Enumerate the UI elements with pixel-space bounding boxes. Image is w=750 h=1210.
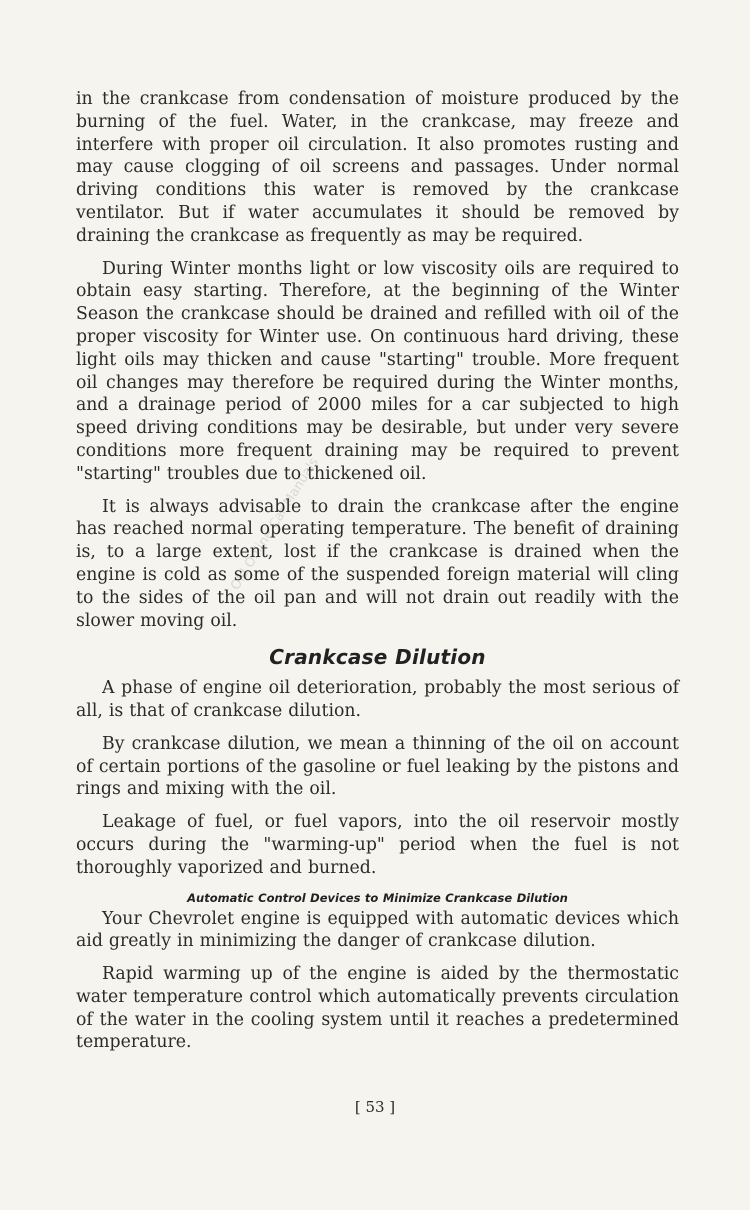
paragraph-winter-oils: During Winter months light or low viscosity oils are required to obtain easy starting. Therefore, at the beginning of the Winter Season the crankcase should be drained and refilled with oil of the proper viscosity for Winter use. On continuous hard driving, these light oils may thicken and cause "starting" trouble. More frequent oil changes may therefore be required during the Winter months, and a drainage period of 2000 miles for a car subjected to high speed driving conditions may be desirable, but under very severe conditions more frequent draining may be required to prevent "starting" troubles due to thickened oil.: [76, 258, 679, 484]
page-body: [76, 88, 679, 1064]
paragraph-drain-advice: It is always advisable to drain the crankcase after the engine has reached normal operating temperature. The benefit of draining is, to a large extent, lost if the crankcase is drained when the engine is cold as some of the suspended foreign material will cling to the sides of the oil pan and will not drain out readily with the slower moving oil.: [76, 496, 679, 631]
paragraph-thermostat: Rapid warming up of the engine is aided by the thermostatic water temperature control which automatically prevents circulation of the water in the cooling system until it reaches a predetermined temperature.: [76, 964, 679, 1053]
watermark: Old Online Car Manuals: [228, 455, 322, 593]
paragraph-automatic-devices: Your Chevrolet engine is equipped with automatic devices which aid greatly in minimizing the danger of crankcase dilution.: [76, 908, 679, 952]
subsection-heading: Automatic Control Devices to Minimize Crankcase Dilution: [187, 890, 568, 905]
paragraph-dilution-intro: A phase of engine oil deterioration, probably the most serious of all, is that of crankcase dilution.: [76, 678, 679, 721]
page-number: [ 53 ]: [354, 1098, 396, 1116]
paragraph-fuel-leakage: Leakage of fuel, or fuel vapors, into the oil reservoir mostly occurs during the "warming-up" period when the fuel is not thoroughly vaporized and burned.: [76, 812, 679, 878]
section-heading: Crankcase Dilution: [269, 645, 486, 670]
paragraph-water-condensation: in the crankcase from condensation of moisture produced by the burning of the fuel. Water, in the crankcase, may freeze and interfere with proper oil circulation. It also promotes rusting and may cause clogging of oil screens and passages. Under normal driving conditions this water is removed by the crankcase ventilator. But if water accumulates it should be removed by draining the crankcase as frequently as may be required.: [76, 89, 679, 246]
paragraph-dilution-definition: By crankcase dilution, we mean a thinning of the oil on account of certain portions of the gasoline or fuel leaking by the pistons and rings and mixing with the oil.: [76, 733, 679, 800]
